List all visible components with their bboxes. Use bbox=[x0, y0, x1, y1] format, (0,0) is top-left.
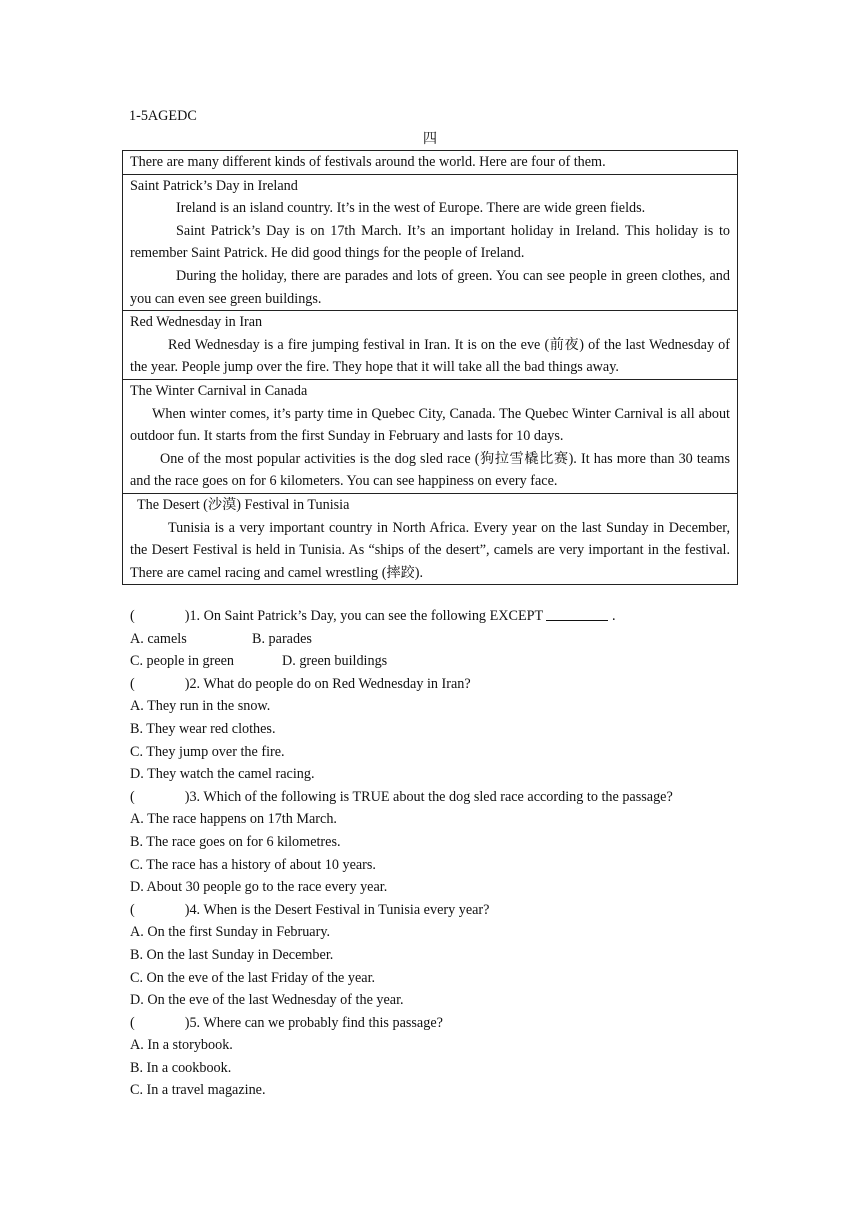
option: D. About 30 people go to the race every year. bbox=[130, 879, 388, 896]
section-heading: The Winter Carnival in Canada bbox=[130, 382, 308, 399]
section-heading: Red Wednesday in Iran bbox=[130, 314, 263, 331]
question-2: ( )2. What do people do on Red Wednesday in Iran? bbox=[130, 675, 471, 692]
option: D. They watch the camel racing. bbox=[130, 766, 315, 783]
passage-intro-row bbox=[123, 151, 738, 175]
paragraph: Red Wednesday is a fire jumping festival in Iran. It is on the eve (前夜) of the last Wednesday of the year. People jump over the fire. They hope that it will take all the bad things away. bbox=[130, 336, 730, 376]
option: C. people in green bbox=[130, 653, 235, 670]
options-row bbox=[130, 628, 730, 651]
section-title: 四 bbox=[422, 131, 438, 147]
section-winter-carnival bbox=[123, 379, 738, 493]
option: C. On the eve of the last Friday of the year. bbox=[130, 969, 376, 986]
option: C. They jump over the fire. bbox=[130, 743, 285, 760]
question-1: ( )1. On Saint Patrick’s Day, you can see the following EXCEPT . bbox=[130, 608, 616, 624]
option: B. On the last Sunday in December. bbox=[130, 946, 334, 963]
option: B. The race goes on for 6 kilometres. bbox=[130, 833, 341, 850]
passage-table bbox=[122, 150, 738, 585]
paragraph: During the holiday, there are parades and lots of green. You can see people in green clothes, and you can even see green buildings. bbox=[130, 267, 730, 307]
fill-in-line bbox=[546, 606, 608, 621]
paragraph: Ireland is an island country. It’s in the west of Europe. There are wide green fields. bbox=[176, 200, 646, 217]
question-4: ( )4. When is the Desert Festival in Tunisia every year? bbox=[130, 901, 490, 918]
section-heading: Saint Patrick’s Day in Ireland bbox=[130, 177, 298, 194]
section-red-wednesday bbox=[123, 311, 738, 380]
paragraph: Saint Patrick’s Day is on 17th March. It’s an important holiday in Ireland. This holiday is to remember Saint Patrick. He did good things for the people of Ireland. bbox=[130, 222, 730, 262]
option: B. In a cookbook. bbox=[130, 1059, 232, 1076]
section-saint-patrick bbox=[123, 174, 738, 311]
question-5: ( )5. Where can we probably find this passage? bbox=[130, 1014, 443, 1031]
option: A. On the first Sunday in February. bbox=[130, 924, 331, 941]
option: D. green buildings bbox=[282, 653, 388, 670]
option: A. They run in the snow. bbox=[130, 698, 271, 715]
paragraph: When winter comes, it’s party time in Quebec City, Canada. The Quebec Winter Carnival is all about outdoor fun. It starts from the first Sunday in February and lasts for 10 days. bbox=[130, 405, 730, 445]
option: D. On the eve of the last Wednesday of the year. bbox=[130, 992, 404, 1009]
section-desert-festival bbox=[123, 493, 738, 584]
option: B. They wear red clothes. bbox=[130, 720, 276, 737]
option: C. The race has a history of about 10 years. bbox=[130, 856, 376, 873]
option: A. The race happens on 17th March. bbox=[130, 811, 337, 828]
option: A. camels bbox=[130, 630, 187, 647]
option: C. In a travel magazine. bbox=[130, 1082, 266, 1099]
questions bbox=[130, 605, 730, 1102]
answer-key: 1-5AGEDC bbox=[129, 108, 197, 124]
question-3: ( )3. Which of the following is TRUE about the dog sled race according to the passage? bbox=[130, 788, 673, 805]
section-heading: The Desert (沙漠) Festival in Tunisia bbox=[137, 496, 350, 513]
passage-intro: There are many different kinds of festivals around the world. Here are four of them. bbox=[123, 151, 738, 175]
option: A. In a storybook. bbox=[130, 1037, 233, 1054]
paragraph: Tunisia is a very important country in North Africa. Every year on the last Sunday in December, the Desert Festival is held in Tunisia. As “ships of the desert”, camels are very important in the festival. There are camel racing and camel wrestling (摔跤). bbox=[130, 519, 730, 581]
option: B. parades bbox=[252, 630, 312, 647]
paragraph: One of the most popular activities is the dog sled race (狗拉雪橇比赛). It has more than 30 teams and the race goes on for 6 kilometers. You can see happiness on every face. bbox=[130, 450, 730, 490]
options-row bbox=[130, 650, 730, 673]
